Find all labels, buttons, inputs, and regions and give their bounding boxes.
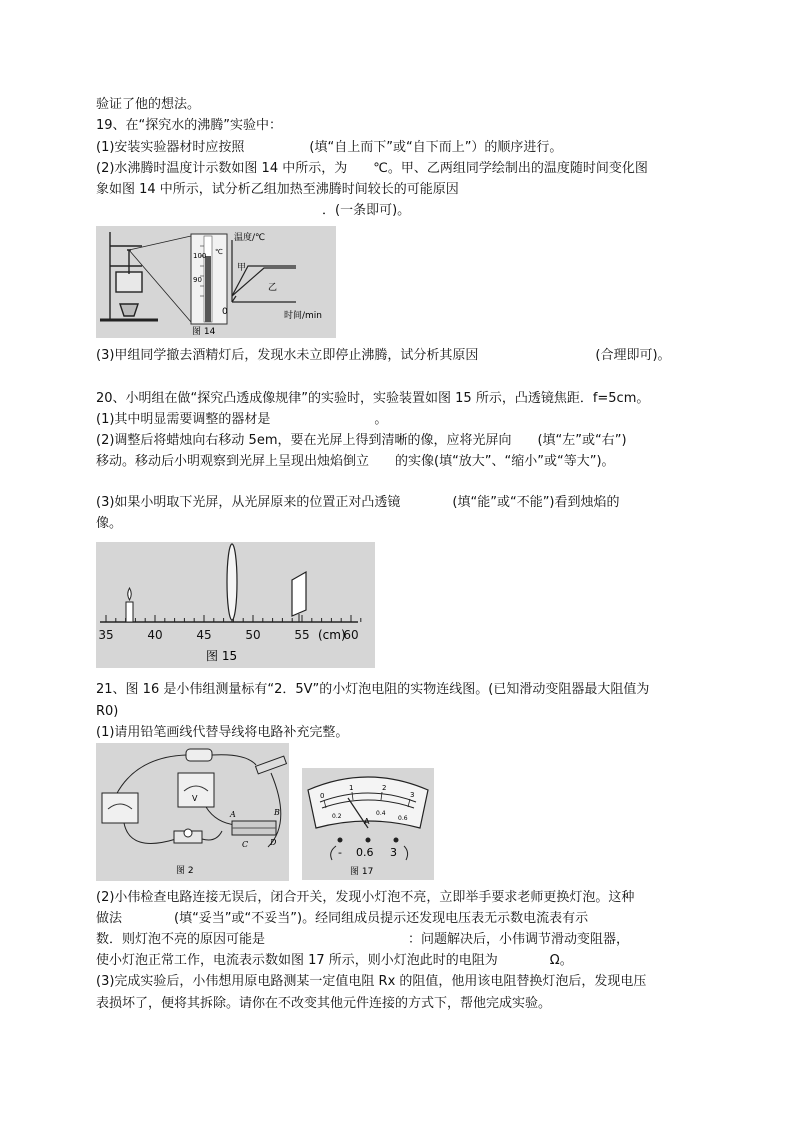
figure-15	[96, 542, 375, 668]
ruler-label: 45	[196, 628, 212, 642]
question-21-part2-cont2: 数．则灯泡不亮的原因可能是 ：问题解决后，小伟调节滑动变阻器，	[96, 932, 630, 947]
thermo-top-label: 100	[193, 252, 207, 260]
question-20-part1: (1)其中明显需要调整的器材是 。	[96, 412, 388, 427]
question-19-part2-cont: 象如图 14 中所示，试分析乙组加热至沸腾时间较长的可能原因	[96, 182, 459, 197]
ruler-label: 60	[343, 628, 359, 642]
fig15-unit: (cm)	[318, 628, 346, 642]
thermo-bottom-label: 90	[193, 276, 202, 284]
dial-top-1: 1	[349, 784, 354, 792]
question-21-part3: (3)完成实验后，小伟想用原电路测某一定值电阻 Rx 的阻值，他用该电阻替换灯泡后，发现电压	[96, 974, 647, 989]
question-20-part2-cont: 移动。移动后小明观察到光屏上呈现出烛焰倒立 的实像(填“放大”、“缩小”或“等大”)。	[96, 454, 615, 469]
question-19-part2-end: ．(一条即可)。	[322, 203, 411, 218]
question-20-title: 20、小明组在做“探究凸透成像规律”的实验时，实验装置如图 15 所示，凸透镜焦距．f=5cm。	[96, 391, 650, 406]
figure-14	[96, 226, 336, 338]
figure-16	[96, 743, 289, 881]
fig14-curve-yi: 乙	[268, 283, 278, 293]
question-21-part2-cont1: 做法 (填“妥当”或“不妥当”)。经同组成员提示还发现电压表无示数电流表有示	[96, 911, 589, 926]
terminal-c: C	[242, 840, 249, 849]
question-21-title-cont: R0)	[96, 704, 119, 719]
thermo-unit: ℃	[215, 248, 223, 256]
ruler-label: 40	[147, 628, 163, 642]
question-20-part2: (2)调整后将蜡烛向右移动 5em，要在光屏上得到清晰的像，应将光屏向 (填“左”或“右”)	[96, 433, 627, 448]
dial-bottom-06: 0.6	[398, 815, 408, 822]
term-06: 0.6	[356, 846, 374, 859]
fig16-caption: 图 2	[176, 866, 194, 876]
text-line-verify: 验证了他的想法。	[96, 97, 201, 112]
question-19-part1: (1)安装实验器材时应按照 (填“自上而下”或“自下而上”）的顺序进行。	[96, 140, 563, 155]
term-3: 3	[390, 846, 397, 859]
fig14-origin: 0	[222, 307, 228, 317]
ruler-label: 35	[98, 628, 114, 642]
terminal-a: A	[230, 810, 236, 819]
question-19-part2: (2)水沸腾时温度计示数如图 14 中所示，为 ℃。甲、乙两组同学绘制出的温度随时间变化图	[96, 161, 648, 176]
dial-bottom-04: 0.4	[376, 810, 386, 817]
question-21-title: 21、图 16 是小伟组测量标有“2．5V”的小灯泡电阻的实物连线图。(已知滑动变阻器最大阻值为	[96, 682, 650, 697]
question-21-part3-cont: 表损坏了，便将其拆除。请你在不改变其他元件连接的方式下，帮他完成实验。	[96, 996, 552, 1011]
fig14-curve-jia: 甲	[237, 263, 247, 273]
fig14-x-label: 时间/min	[284, 311, 323, 321]
fig14-y-label: 温度/℃	[234, 233, 266, 243]
term-minus: -	[338, 846, 342, 859]
question-21-part2-cont3: 使小灯泡正常工作，电流表示数如图 17 所示，则小灯泡此时的电阻为 Ω。	[96, 953, 573, 968]
question-19-part3: (3)甲组同学撤去酒精灯后，发现水未立即停止沸腾，试分析其原因 (合理即可)。	[96, 348, 671, 363]
question-21-part1: (1)请用铅笔画线代替导线将电路补充完整。	[96, 725, 349, 740]
fig17-caption: 图 17	[350, 867, 374, 877]
question-19-title: 19、在“探究水的沸腾”实验中：	[96, 118, 283, 133]
dial-top-3: 3	[410, 791, 415, 799]
ruler-label: 50	[245, 628, 261, 642]
dial-unit: A	[364, 817, 370, 826]
ruler-label: 55	[294, 628, 310, 642]
terminal-d: D	[270, 838, 277, 847]
dial-bottom-02: 0.2	[332, 813, 342, 820]
terminal-b: B	[274, 808, 280, 817]
question-20-part3: (3)如果小明取下光屏，从光屏原来的位置正对凸透镜 (填“能”或“不能”)看到烛焰的	[96, 495, 620, 510]
dial-top-2: 2	[382, 784, 387, 792]
figure-17	[302, 768, 434, 880]
voltmeter-label: V	[192, 794, 198, 803]
dial-top-0: 0	[320, 792, 325, 800]
fig14-caption: 图 14	[192, 327, 216, 337]
fig15-caption: 图 15	[206, 649, 238, 663]
question-21-part2: (2)小伟检查电路连接无误后，闭合开关，发现小灯泡不亮，立即举手要求老师更换灯泡。这种	[96, 890, 635, 905]
question-20-part3-cont: 像。	[96, 516, 123, 531]
